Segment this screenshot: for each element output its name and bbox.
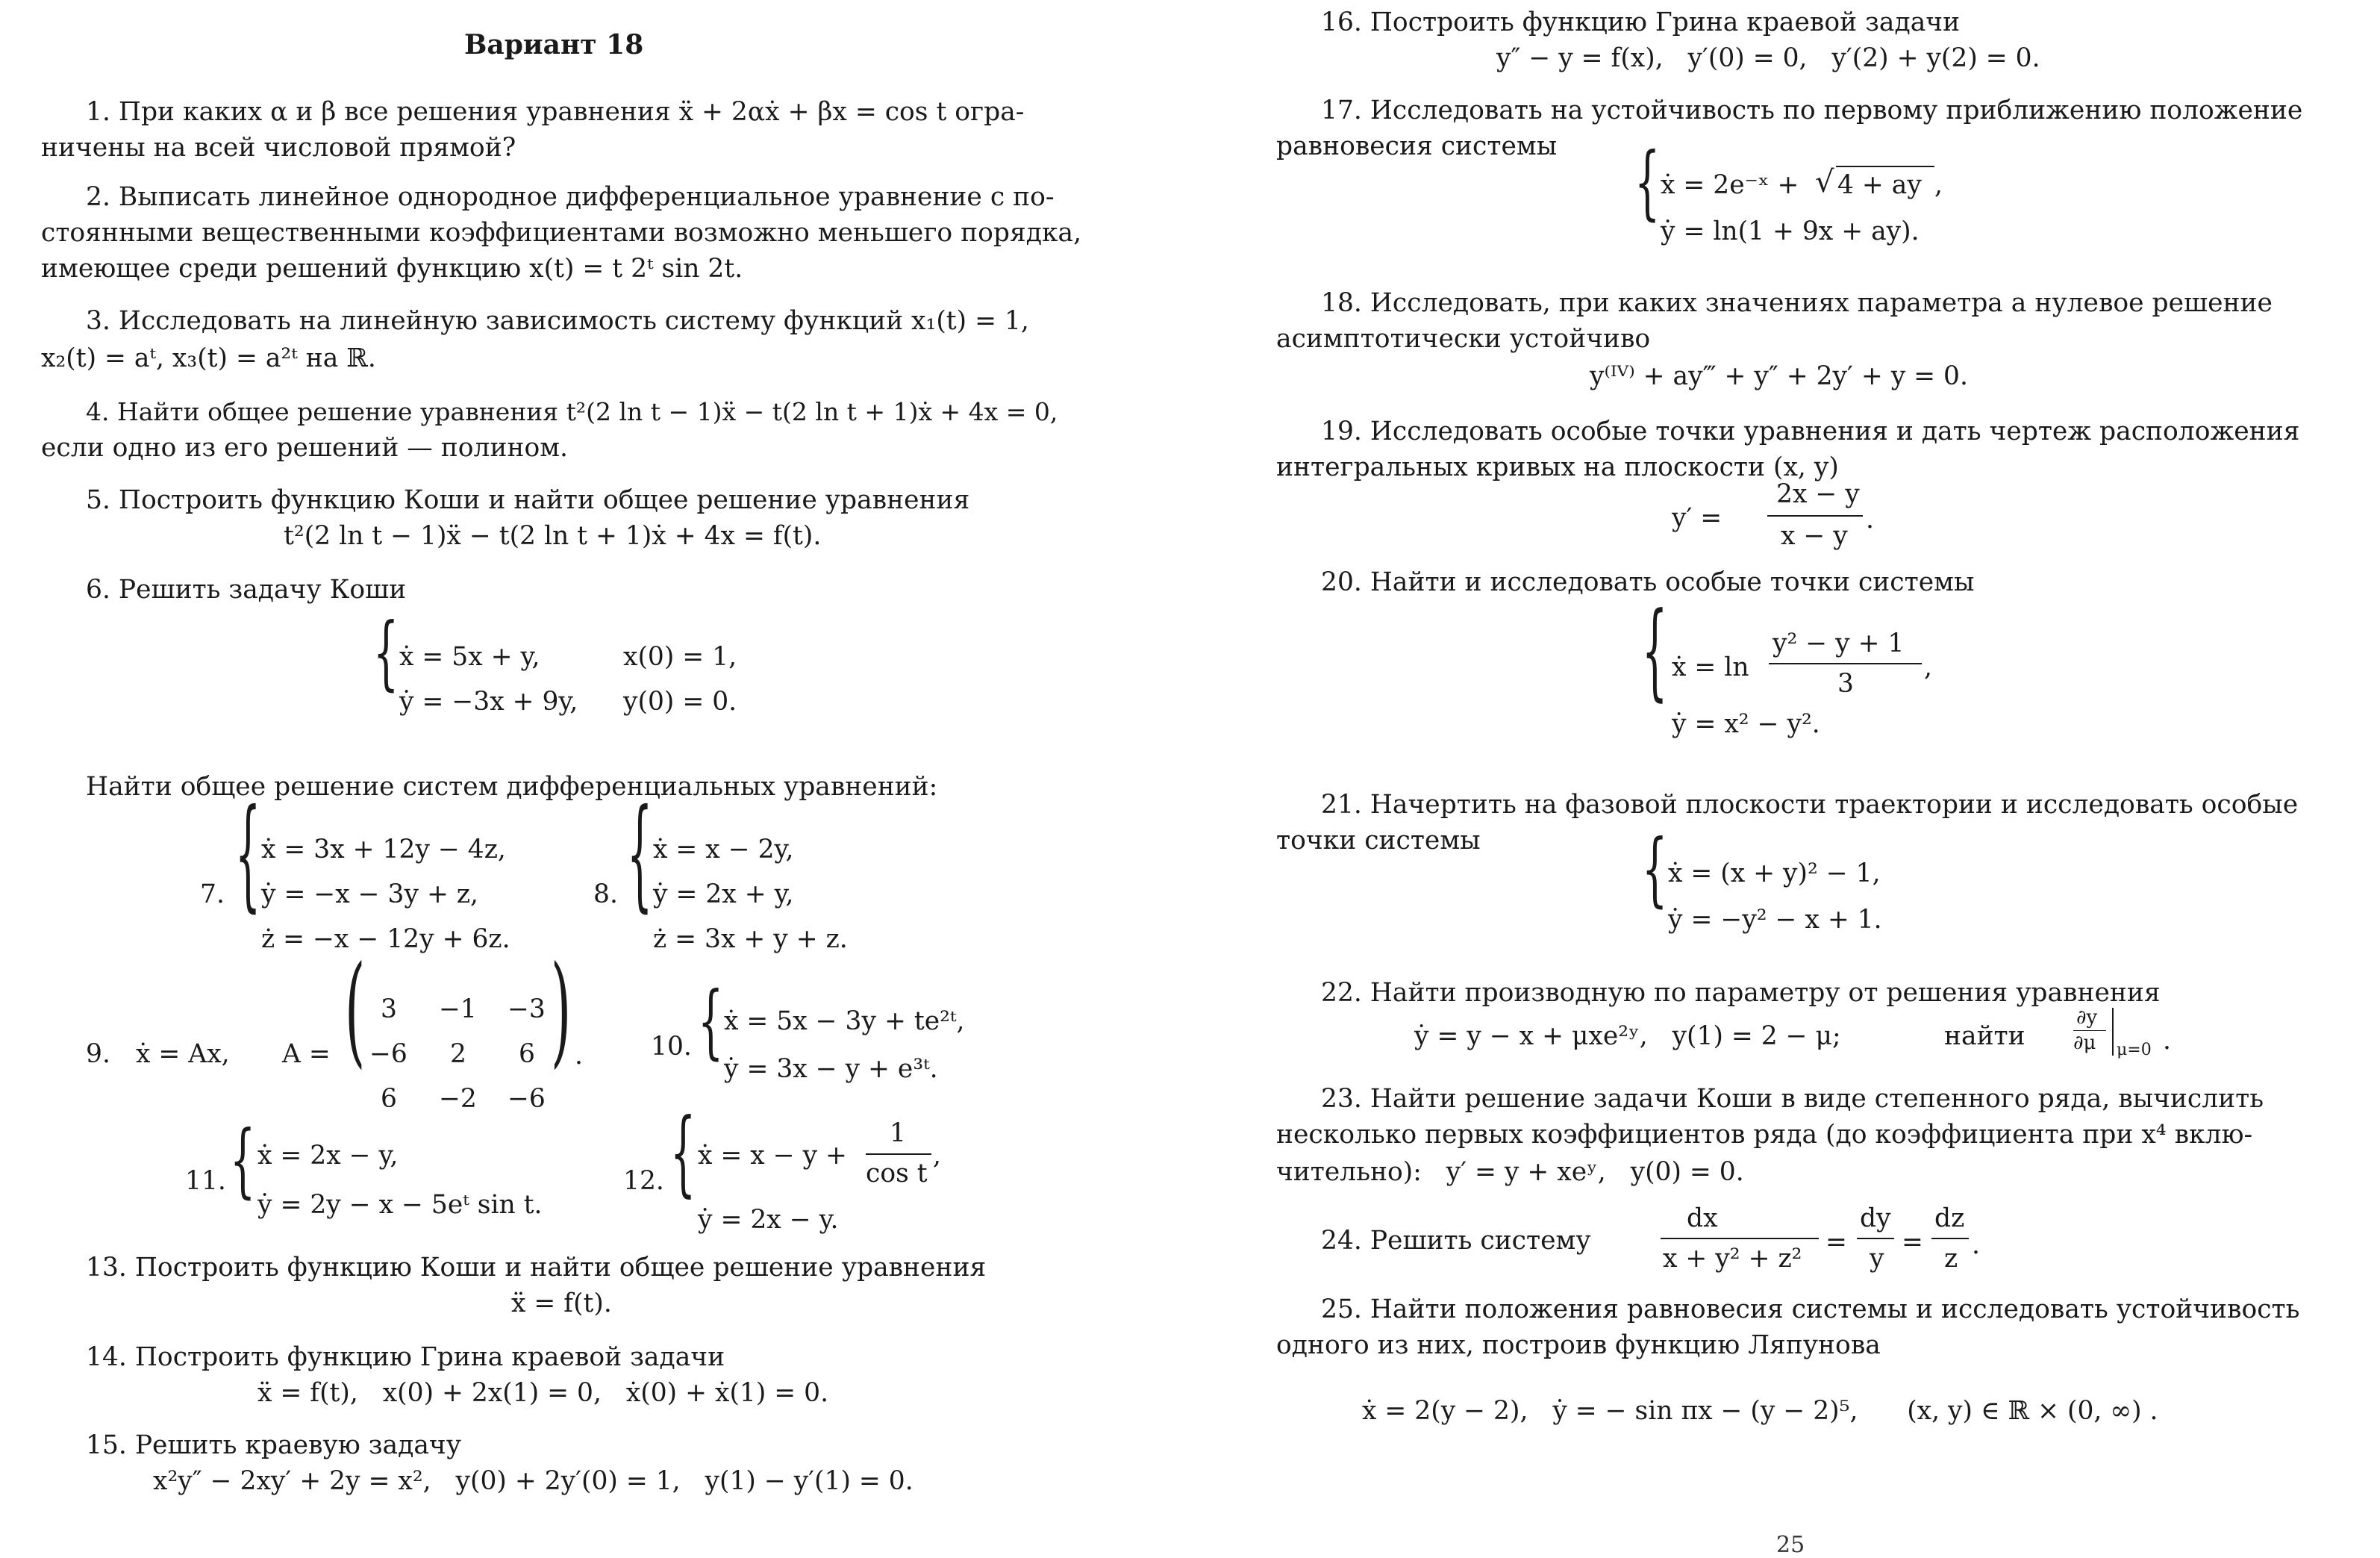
problem-21-eq-1: ẋ = (x + y)² − 1,	[1668, 859, 1881, 888]
problem-1-line-2: ничены на всей числовой прямой?	[41, 133, 516, 163]
problem-19-line-2: интегральных кривых на плоскости (x, y)	[1276, 452, 1839, 482]
problem-24-label: 24. Решить систему	[1321, 1226, 1591, 1256]
problem-24-fraction-3-numerator: dz	[1934, 1203, 1965, 1233]
sqrt-icon: √	[1815, 165, 1834, 199]
system-brace: {	[230, 1113, 256, 1207]
systems-heading: Найти общее решение систем дифференциальных уравнений:	[86, 772, 938, 802]
problem-12-number: 12.	[623, 1166, 664, 1196]
right-page	[1254, 0, 2373, 1558]
evaluation-bar	[2112, 1008, 2114, 1056]
problem-21-eq-2: ẏ = −y² − x + 1.	[1668, 905, 1882, 935]
evaluation-subscript: μ=0	[2117, 1041, 2152, 1059]
problem-17-line-2: равновесия системы	[1276, 131, 1558, 161]
problem-23-line-2: несколько первых коэффициентов ряда (до коэффициента при x⁴ вклю-	[1276, 1120, 2253, 1150]
left-page	[0, 0, 1134, 1544]
matrix-end-dot: .	[575, 1041, 583, 1071]
problem-24-fraction-2-denominator: y	[1870, 1244, 1884, 1274]
problem-9-equation: ẋ = Ax,	[136, 1039, 230, 1069]
problem-22-line-1: 22. Найти производную по параметру от решения уравнения	[1321, 978, 2161, 1008]
problem-9-number: 9.	[86, 1039, 110, 1069]
problem-19-numerator: 2x − y	[1776, 479, 1860, 509]
system-brace: {	[1642, 822, 1668, 916]
problem-18-equation: y⁽ᴵⱽ⁾ + ay‴ + y″ + 2y′ + y = 0.	[1590, 361, 1968, 391]
fraction-bar	[1931, 1238, 1969, 1239]
problem-5-line-1: 5. Построить функцию Коши и найти общее решение уравнения	[86, 485, 970, 515]
problem-17-comma: ,	[1934, 170, 1943, 200]
fraction-bar	[1769, 663, 1922, 664]
problem-19-dot: .	[1866, 505, 1874, 535]
matrix-cell: −6	[369, 1039, 407, 1069]
problem-9-matrix-label: A =	[282, 1039, 331, 1069]
problem-25-line-2: одного из них, построив функцию Ляпунова	[1276, 1330, 1881, 1360]
problem-14-line-1: 14. Построить функцию Грина краевой задачи	[86, 1342, 725, 1372]
problem-11-eq-2: ẏ = 2y − x − 5eᵗ sin t.	[257, 1190, 543, 1220]
problem-22-find-label: найти	[1944, 1021, 2026, 1051]
matrix-cell: 6	[381, 1084, 397, 1114]
fraction-bar	[2073, 1030, 2106, 1031]
problem-12-eq-1-left: ẋ = x − y +	[698, 1141, 847, 1171]
matrix-cell: 3	[381, 994, 397, 1024]
problem-19-line-1: 19. Исследовать особые точки уравнения и дать чертеж расположения	[1321, 417, 2300, 446]
problem-11-eq-1: ẋ = 2x − y,	[257, 1141, 399, 1171]
problem-24-dot: .	[1972, 1230, 1980, 1260]
matrix-cell: −1	[439, 994, 477, 1024]
problem-17-radicand: 4 + ay	[1837, 170, 1922, 200]
problem-20-denominator: 3	[1837, 669, 1854, 699]
system-brace: {	[373, 605, 399, 699]
fraction-bar	[866, 1153, 931, 1155]
problem-13-equation: ẍ = f(t).	[511, 1289, 612, 1318]
problem-6-eq-1: ẋ = 5x + y,	[399, 642, 540, 672]
problem-20-comma: ,	[1924, 652, 1932, 682]
sqrt-bar	[1836, 166, 1934, 167]
system-brace: {	[1634, 135, 1661, 229]
problem-23-line-3: чительно): y′ = y + xeʸ, y(0) = 0.	[1276, 1157, 1744, 1187]
variant-title: Вариант 18	[464, 29, 644, 60]
problem-7-eq-3: ż = −x − 12y + 6z.	[261, 924, 510, 954]
problem-15-equation: x²y″ − 2xy′ + 2y = x², y(0) + 2y′(0) = 1, y(1) − y′(1) = 0.	[153, 1466, 913, 1496]
problem-8-eq-2: ẏ = 2x + y,	[653, 879, 794, 909]
problem-20-line-1: 20. Найти и исследовать особые точки системы	[1321, 567, 1975, 597]
problem-7-eq-1: ẋ = 3x + 12y − 4z,	[261, 835, 506, 864]
problem-18-line-1: 18. Исследовать, при каких значениях параметра a нулевое решение	[1321, 288, 2273, 318]
derivative-numerator: ∂y	[2076, 1006, 2098, 1029]
derivative-denominator: ∂μ	[2073, 1032, 2096, 1054]
problem-24-fraction-2-numerator: dy	[1860, 1203, 1891, 1233]
fraction-bar	[1857, 1238, 1894, 1239]
problem-2-line-3: имеющее среди решений функцию x(t) = t 2ᵗ sin 2t.	[41, 254, 743, 284]
problem-20-eq-2: ẏ = x² − y².	[1672, 709, 1820, 739]
problem-12-eq-2: ẏ = 2x − y.	[698, 1205, 839, 1235]
system-brace: {	[670, 1098, 696, 1207]
system-brace: {	[698, 974, 724, 1068]
problem-16-line-1: 16. Построить функцию Грина краевой задачи	[1321, 7, 1961, 37]
fraction-bar	[1767, 515, 1863, 517]
problem-22-dot: .	[2163, 1026, 2171, 1056]
problem-20-eq-1-left: ẋ = ln	[1672, 652, 1749, 682]
problem-10-number: 10.	[651, 1032, 692, 1062]
problem-23-line-1: 23. Найти решение задачи Коши в виде степенного ряда, вычислить	[1321, 1084, 2264, 1114]
problem-8-number: 8.	[593, 879, 618, 909]
system-brace: {	[235, 783, 261, 924]
problem-7-number: 7.	[200, 879, 225, 909]
problem-4-line-2: если одно из его решений — полином.	[41, 433, 569, 463]
matrix-cell: −6	[507, 1084, 546, 1114]
problem-12-fraction-denominator: cos t	[866, 1159, 928, 1188]
problem-24-fraction-3-denominator: z	[1944, 1244, 1958, 1274]
problem-8-eq-3: ż = 3x + y + z.	[653, 924, 848, 954]
problem-3-line-1: 3. Исследовать на линейную зависимость систему функций x₁(t) = 1,	[86, 306, 1029, 336]
problem-6-eq-2: ẏ = −3x + 9y,	[399, 687, 578, 717]
problem-16-equation: y″ − y = f(x), y′(0) = 0, y′(2) + y(2) = 0.	[1496, 43, 2040, 73]
problem-2-line-2: стоянными вещественными коэффициентами возможно меньшего порядка,	[41, 218, 1082, 248]
problem-24-fraction-1-denominator: x + y² + z²	[1663, 1244, 1802, 1274]
problem-2-line-1: 2. Выписать линейное однородное дифференциальное уравнение с по-	[86, 182, 1055, 212]
problem-17-eq-2: ẏ = ln(1 + 9x + ay).	[1661, 216, 1920, 246]
equals-sign: =	[1825, 1227, 1847, 1257]
matrix-cell: 2	[450, 1039, 466, 1069]
problem-10-eq-1: ẋ = 5x − 3y + te²ᵗ,	[724, 1006, 965, 1036]
problem-8-eq-1: ẋ = x − 2y,	[653, 835, 794, 864]
problem-4-line-1: 4. Найти общее решение уравнения t²(2 ln t − 1)ẍ − t(2 ln t + 1)ẋ + 4x = 0,	[86, 397, 1058, 426]
problem-7-eq-2: ẏ = −x − 3y + z,	[261, 879, 478, 909]
problem-6-cond-1: x(0) = 1,	[623, 642, 737, 672]
problem-19-lhs: y′ =	[1672, 503, 1722, 533]
problem-12-comma: ,	[933, 1141, 941, 1171]
problem-19-denominator: x − y	[1781, 521, 1848, 551]
problem-11-number: 11.	[185, 1166, 226, 1196]
problem-20-numerator: y² − y + 1	[1772, 629, 1905, 658]
matrix-cell: −2	[439, 1084, 477, 1114]
system-brace: {	[627, 783, 653, 924]
problem-21-line-1: 21. Начертить на фазовой плоскости траектории и исследовать особые	[1321, 790, 2299, 820]
problem-10-eq-2: ẏ = 3x − y + e³ᵗ.	[724, 1054, 938, 1084]
problem-22-equation: ẏ = y − x + μxe²ʸ, y(1) = 2 − μ;	[1414, 1021, 1841, 1051]
problem-18-line-2: асимптотически устойчиво	[1276, 324, 1651, 354]
problem-13-line-1: 13. Построить функцию Коши и найти общее решение уравнения	[86, 1253, 987, 1283]
problem-12-fraction-numerator: 1	[890, 1118, 906, 1148]
equals-sign: =	[1902, 1227, 1923, 1257]
matrix-left-paren: (	[345, 939, 366, 1081]
problem-6-line-1: 6. Решить задачу Коши	[86, 575, 407, 605]
problem-21-line-2: точки системы	[1276, 826, 1481, 856]
problem-25-equation: ẋ = 2(y − 2), ẏ = − sin πx − (y − 2)⁵, (x, y) ∈ ℝ × (0, ∞) .	[1362, 1396, 2158, 1426]
problem-24-fraction-1-numerator: dx	[1687, 1203, 1718, 1233]
problem-25-line-1: 25. Найти положения равновесия системы и исследовать устойчивость	[1321, 1294, 2300, 1324]
matrix-cell: −3	[507, 994, 546, 1024]
problem-1-line-1: 1. При каких α и β все решения уравнения ẍ + 2αẋ + βx = cos t огра-	[86, 97, 1025, 127]
fraction-bar	[1661, 1238, 1819, 1239]
system-brace: {	[1642, 589, 1668, 712]
page-number: 25	[1776, 1532, 1805, 1558]
matrix-right-paren: )	[551, 939, 572, 1081]
matrix-cell: 6	[519, 1039, 535, 1069]
problem-5-equation: t²(2 ln t − 1)ẍ − t(2 ln t + 1)ẋ + 4x = f(t).	[284, 521, 822, 551]
problem-15-line-1: 15. Решить краевую задачу	[86, 1430, 462, 1460]
problem-14-equation: ẍ = f(t), x(0) + 2x(1) = 0, ẋ(0) + ẋ(1) = 0.	[257, 1378, 829, 1408]
problem-17-eq-1-left: ẋ = 2e⁻ˣ +	[1661, 170, 1799, 200]
problem-6-cond-2: y(0) = 0.	[623, 687, 737, 717]
problem-3-line-2: x₂(t) = aᵗ, x₃(t) = a²ᵗ на ℝ.	[41, 343, 376, 373]
problem-17-line-1: 17. Исследовать на устойчивость по первому приближению положение	[1321, 96, 2303, 125]
